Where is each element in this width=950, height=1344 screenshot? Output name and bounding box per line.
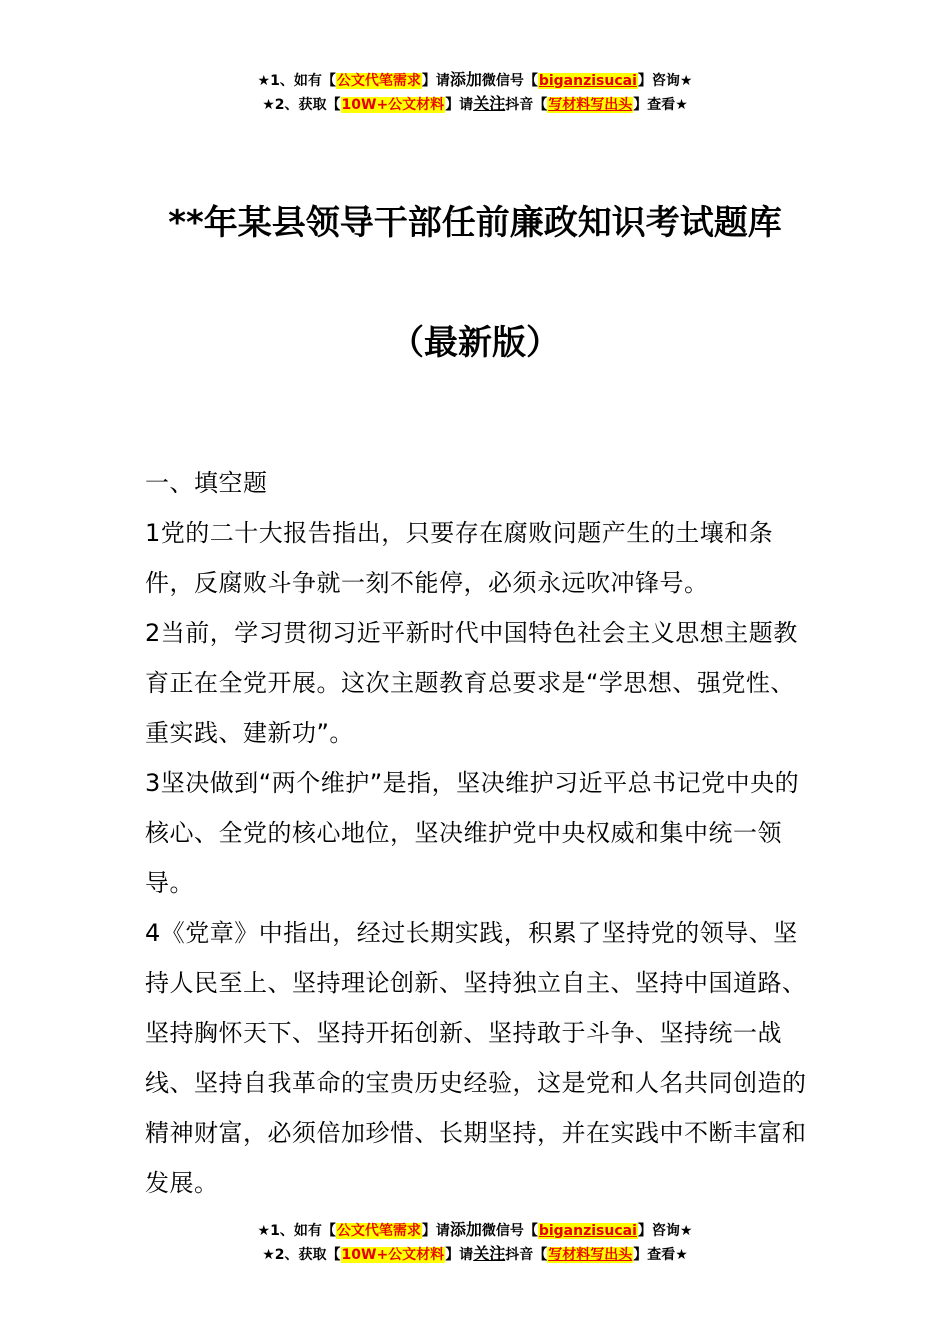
question-paragraph-2: 2当前，学习贯彻习近平新时代中国特色社会主义思想主题教育正在全党开展。这次主题教育总要求是“学思想、强党性、重实践、建新功”。 — [145, 619, 798, 747]
banner-highlight-wechat-id: biganzisucai — [538, 1223, 637, 1239]
banner-text: ★2、获取【 — [262, 1247, 341, 1263]
banner-text: ★1、如有【 — [257, 1223, 336, 1239]
question-paragraph-4: 4《党章》中指出，经过长期实践，积累了坚持党的领导、坚持人民至上、坚持理论创新、坚持独立自主、坚持中国道路、坚持胸怀天下、坚持开拓创新、坚持敢于斗争、坚持统一战线、坚持自我革命的宝贵历史经验，这是党和人名共同创造的精神财富，必须倍加珍惜、长期坚持，并在实践中不断丰富和发展。 — [145, 919, 807, 1197]
banner-text: 微信号【 — [481, 73, 538, 89]
banner-text: 】咨询★ — [637, 1223, 693, 1239]
banner-text: 】查看★ — [633, 97, 688, 113]
header-banner — [0, 68, 950, 116]
banner-text: 微信号【 — [481, 1223, 538, 1239]
footer-banner — [0, 1218, 950, 1266]
banner-text: 】请 — [445, 1247, 474, 1263]
document-title: **年某县领导干部任前廉政知识考试题库 — [168, 203, 782, 243]
banner-highlight-douyin-id: 写材料写出头 — [548, 1247, 633, 1263]
banner-text: 】请 — [421, 73, 450, 89]
section-heading: 一、填空题 — [145, 469, 268, 497]
banner-text: 】咨询★ — [637, 73, 693, 89]
banner-emphasis: 关注 — [473, 1244, 506, 1263]
banner-line-1 — [0, 68, 950, 92]
banner-text: 抖音【 — [505, 1247, 548, 1263]
banner-highlight-douyin-id: 写材料写出头 — [548, 97, 633, 113]
question-paragraph-1: 1党的二十大报告指出，只要存在腐败问题产生的土壤和条件，反腐败斗争就一刻不能停，必须永远吹冲锋号。 — [145, 519, 774, 597]
banner-emphasis: 添加 — [449, 1220, 482, 1239]
question-paragraph-3: 3坚决做到“两个维护”是指，坚决维护习近平总书记党中央的核心、全党的核心地位，坚决维护党中央权威和集中统一领导。 — [145, 769, 800, 897]
document-subtitle: （最新版） — [390, 323, 560, 363]
banner-text: 】请 — [445, 97, 474, 113]
banner-emphasis: 关注 — [473, 94, 506, 113]
banner-line-2 — [0, 92, 950, 116]
banner-highlight-service: 公文代笔需求 — [336, 73, 421, 89]
banner-highlight-materials: 10W+公文材料 — [341, 1247, 445, 1263]
banner-text: 】请 — [421, 1223, 450, 1239]
banner-line-1 — [0, 1218, 950, 1242]
banner-line-2 — [0, 1242, 950, 1266]
banner-emphasis: 添加 — [449, 70, 482, 89]
banner-highlight-service: 公文代笔需求 — [336, 1223, 421, 1239]
banner-highlight-wechat-id: biganzisucai — [538, 73, 637, 89]
banner-text: ★2、获取【 — [262, 97, 341, 113]
banner-highlight-materials: 10W+公文材料 — [341, 97, 445, 113]
document-body — [145, 458, 810, 1208]
banner-text: ★1、如有【 — [257, 73, 336, 89]
banner-text: 抖音【 — [505, 97, 548, 113]
banner-text: 】查看★ — [633, 1247, 688, 1263]
